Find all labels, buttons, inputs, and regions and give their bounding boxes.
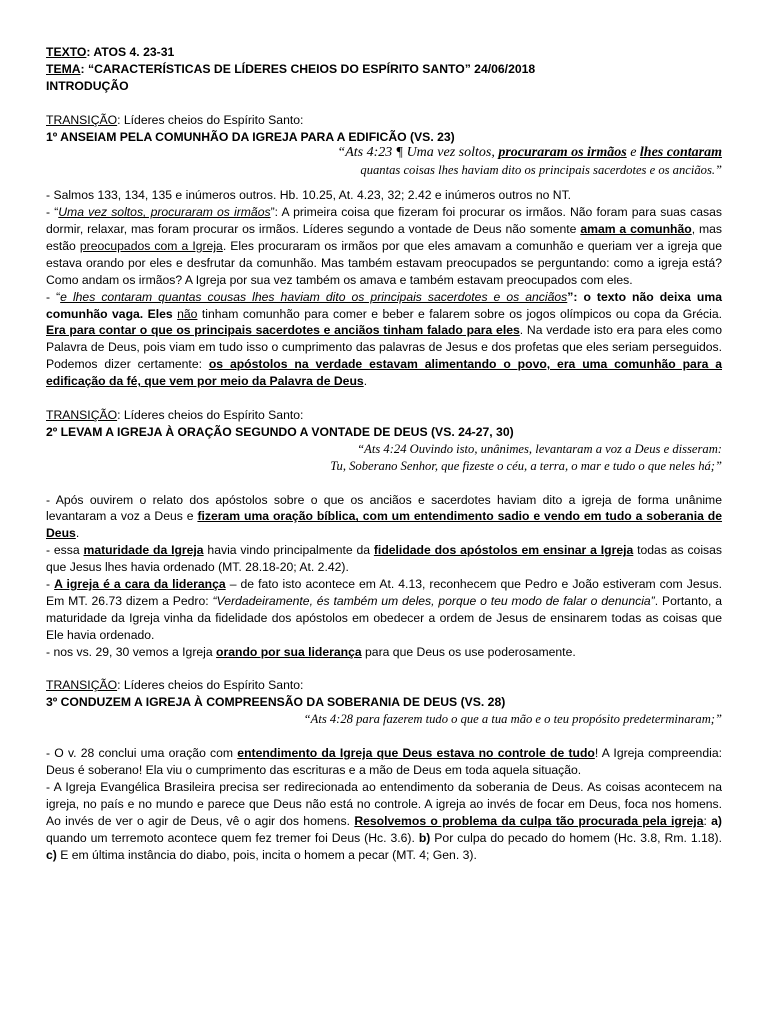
s1-paragraph-3: [46, 289, 722, 390]
s2-paragraph-3: [46, 576, 722, 644]
s2-p3-c: – de fato isto acontece em At. 4.13, reconhecem que Pedro e João estiveram com Jesus. Em MT. 26.73 dizem a Pedro:: [46, 577, 722, 608]
s3-transicao-value: : Líderes cheios do Espírito Santo:: [117, 678, 304, 693]
s3-p1-a: - O v. 28 conclui uma oração com: [46, 746, 238, 761]
s1-p2-d: amam a comunhão: [580, 222, 692, 237]
s1-p3-i: .: [363, 374, 368, 389]
s2-p2-d: fidelidade dos apóstolos em ensinar a Igreja: [373, 543, 634, 558]
s2-p4-a: - nos vs. 29, 30 vemos a Igreja: [46, 644, 217, 659]
s1-quote-b: procuraram os irmãos: [498, 145, 627, 161]
s2-p4-b: orando por sua liderança: [216, 644, 362, 659]
s3-title: 3º CONDUZEM A IGREJA À COMPREENSÃO DA SOBERANIA DE DEUS (VS. 28): [46, 695, 506, 710]
s1-p2-f: preocupados com a Igreja: [79, 238, 223, 253]
introducao-heading: INTRODUÇÃO: [46, 78, 129, 93]
s1-quote-d: lhes contaram: [639, 145, 722, 161]
texto-value: : ATOS 4. 23-31: [86, 45, 175, 59]
s1-transicao: [46, 112, 722, 129]
s2-p2-e: todas as coisas que Jesus lhes havia ordenado (MT. 28.18-20; At. 2.42).: [46, 543, 723, 575]
s1-p3-g: . Na verdade isto era para eles como Palavra de Deus, pois viam em tudo isso o cumprimento das palavras de Jesus e dos profetas que eles seriam perseguidos. Podemos dizer certamente:: [46, 323, 722, 372]
s1-p3-h: os apóstolos na verdade estavam alimentando o povo, era uma comunhão para a edificação da fé, que vem por meio da Palavra de Deus: [46, 357, 722, 389]
s3-p2-g: Por culpa do pecado do homem (Hc. 3.8, Rm. 1.18).: [430, 830, 722, 845]
s1-quote-line2: quantas coisas lhes haviam dito os principais sacerdotes e os anciãos.”: [360, 163, 722, 178]
s1-p3-f: Era para contar o que os principais sacerdotes e anciãos tinham falado para eles: [46, 323, 520, 338]
s2-p3-d: “Verdadeiramente, és também um deles, porque o teu modo de falar o denuncia”: [212, 593, 655, 608]
texto-line: [46, 44, 722, 61]
s1-quote-line1: [46, 145, 722, 162]
s2-p3-b: A igreja é a cara da liderança: [54, 577, 226, 592]
s1-p3-b: e lhes contaram quantas cousas lhes haviam dito os principais sacerdotes e os anciãos: [60, 289, 568, 304]
s2-transicao: [46, 407, 722, 424]
s1-p2-b: Uma vez soltos, procuraram os irmãos: [58, 205, 271, 220]
s3-p2-c: :: [703, 813, 712, 828]
s2-p4-c: para que Deus os use poderosamente.: [361, 644, 576, 659]
s2-quote-line2: Tu, Soberano Senhor, que fizeste o céu, a terra, o mar e tudo o que neles há;”: [330, 458, 722, 473]
s1-p2-e: , mas estão: [46, 222, 722, 253]
s3-paragraph-2: [46, 779, 722, 864]
s2-transicao-value: : Líderes cheios do Espírito Santo:: [117, 408, 304, 422]
s2-p2-c: havia vindo principalmente da: [203, 543, 374, 558]
s1-p3-e: tinham comunhão para comer e beber e falarem sobre os jogos olímpicos ou copa da Grécia.: [197, 306, 722, 321]
s1-p2-a: - “: [46, 205, 59, 220]
s3-p2-h: c): [46, 847, 57, 862]
s3-p2-d: a): [711, 813, 722, 828]
s2-p2-a: - essa: [46, 543, 84, 558]
tema-value: : “CARACTERÍSTICAS DE LÍDERES CHEIOS DO ESPÍRITO SANTO” 24/06/2018: [80, 61, 536, 76]
s3-p2-e: quando um terremoto acontece quem fez tremer foi Deus (Hc. 3.6).: [46, 830, 419, 845]
s1-p2-c: ”: A primeira coisa que fizeram foi procurar os irmãos. Não foram para suas casas dormir, relaxar, mas foram procurar os irmãos. Líderes segundo a vontade de Deus não somente: [46, 205, 722, 237]
tema-label: TEMA: [46, 61, 81, 76]
s3-p1-b: entendimento da Igreja que Deus estava no controle de tudo: [237, 746, 595, 761]
s2-title: 2º LEVAM A IGREJA À ORAÇÃO SEGUNDO A VONTADE DE DEUS (VS. 24-27, 30): [46, 424, 514, 439]
s1-paragraph-2: [46, 204, 722, 289]
s3-p1-c: ! A Igreja compreendia: Deus é soberano! Ela viu o cumprimento das escrituras e a mão de Deus em toda aquela situação.: [46, 746, 722, 777]
s3-paragraph-1: [46, 745, 722, 779]
s1-transicao-label: TRANSIÇÃO: [46, 112, 118, 127]
s2-p1-a: - Após ouvirem o relato dos apóstolos sobre o que os anciãos e sacerdotes haviam dito a igreja de forma unânime levantaram a voz a Deus e: [46, 492, 722, 524]
s1-p3-d: não: [177, 306, 198, 321]
s3-transicao-label: TRANSIÇÃO: [46, 678, 118, 693]
s2-p1-b: fizeram uma oração bíblica, com um entendimento sadio e vendo em tudo a soberania de Deus: [46, 509, 723, 541]
s2-p3-a: -: [46, 577, 55, 592]
s2-quote-line1: “Ats 4:24 Ouvindo isto, unânimes, levantaram a voz a Deus e disseram:: [357, 441, 722, 456]
s1-paragraph-1: - Salmos 133, 134, 135 e inúmeros outros. Hb. 10.25, At. 4.23, 32; 2.42 e inúmeros outros no NT.: [46, 188, 572, 203]
s1-quote-a: “Ats 4:23 ¶ Uma vez soltos,: [337, 145, 499, 161]
s3-p2-i: E em última instância do diabo, pois, incita o homem a pecar (MT. 4; Gen. 3).: [56, 847, 477, 862]
tema-line: [46, 61, 722, 78]
s3-transicao: [46, 677, 722, 694]
s2-paragraph-1: [46, 492, 722, 543]
document-page: [46, 44, 722, 863]
s3-p2-b: Resolvemos o problema da culpa tão procurada pela igreja: [354, 813, 704, 828]
s1-quote-c: e: [626, 145, 640, 161]
s1-transicao-value: : Líderes cheios do Espírito Santo:: [117, 112, 304, 127]
s2-transicao-label: TRANSIÇÃO: [46, 408, 118, 422]
texto-label: TEXTO: [46, 45, 87, 59]
s2-paragraph-2: [46, 542, 722, 576]
s1-p3-a: - “: [46, 289, 61, 304]
s3-p2-f: b): [418, 830, 431, 845]
s2-p3-e: . Portanto, a maturidade da Igreja vinha da fidelidade dos apóstolos em obedecer a ordem de Jesus de ensinarem todas as coisas que Ele havia ordenado.: [46, 593, 722, 642]
s2-paragraph-4: [46, 644, 722, 661]
s2-p1-c: .: [75, 526, 80, 541]
s1-title: 1º ANSEIAM PELA COMUNHÃO DA IGREJA PARA A EDIFICÃO (VS. 23): [46, 129, 455, 144]
s3-p2-a: - A Igreja Evangélica Brasileira precisa ser redirecionada ao entendimento da soberania de Deus. As coisas acontecem na igreja, no país e no mundo e parece que Deus não está no controle. A igreja ao invés de focar em Deus, foca nos homens. Ao invés de ver o agir de Deus, vê o agir dos homens.: [46, 779, 722, 828]
s1-p2-g: . Eles procuraram os irmãos por que eles amavam a comunhão e queriam ver a igreja que estava orando por eles e desfrutar da comunhão. Mas também estavam preocupados se perguntando: como a igreja está? Como andam os irmãos? A Igreja por sua vez também os amava e também estavam preocupados com eles.: [46, 238, 722, 287]
s2-p2-b: maturidade da Igreja: [83, 543, 204, 558]
s3-quote-line1: “Ats 4:28 para fazerem tudo o que a tua mão e o teu propósito predeterminaram;”: [303, 712, 722, 727]
s1-p3-c: ”: o texto não deixa uma comunhão vaga. Eles: [46, 289, 722, 321]
